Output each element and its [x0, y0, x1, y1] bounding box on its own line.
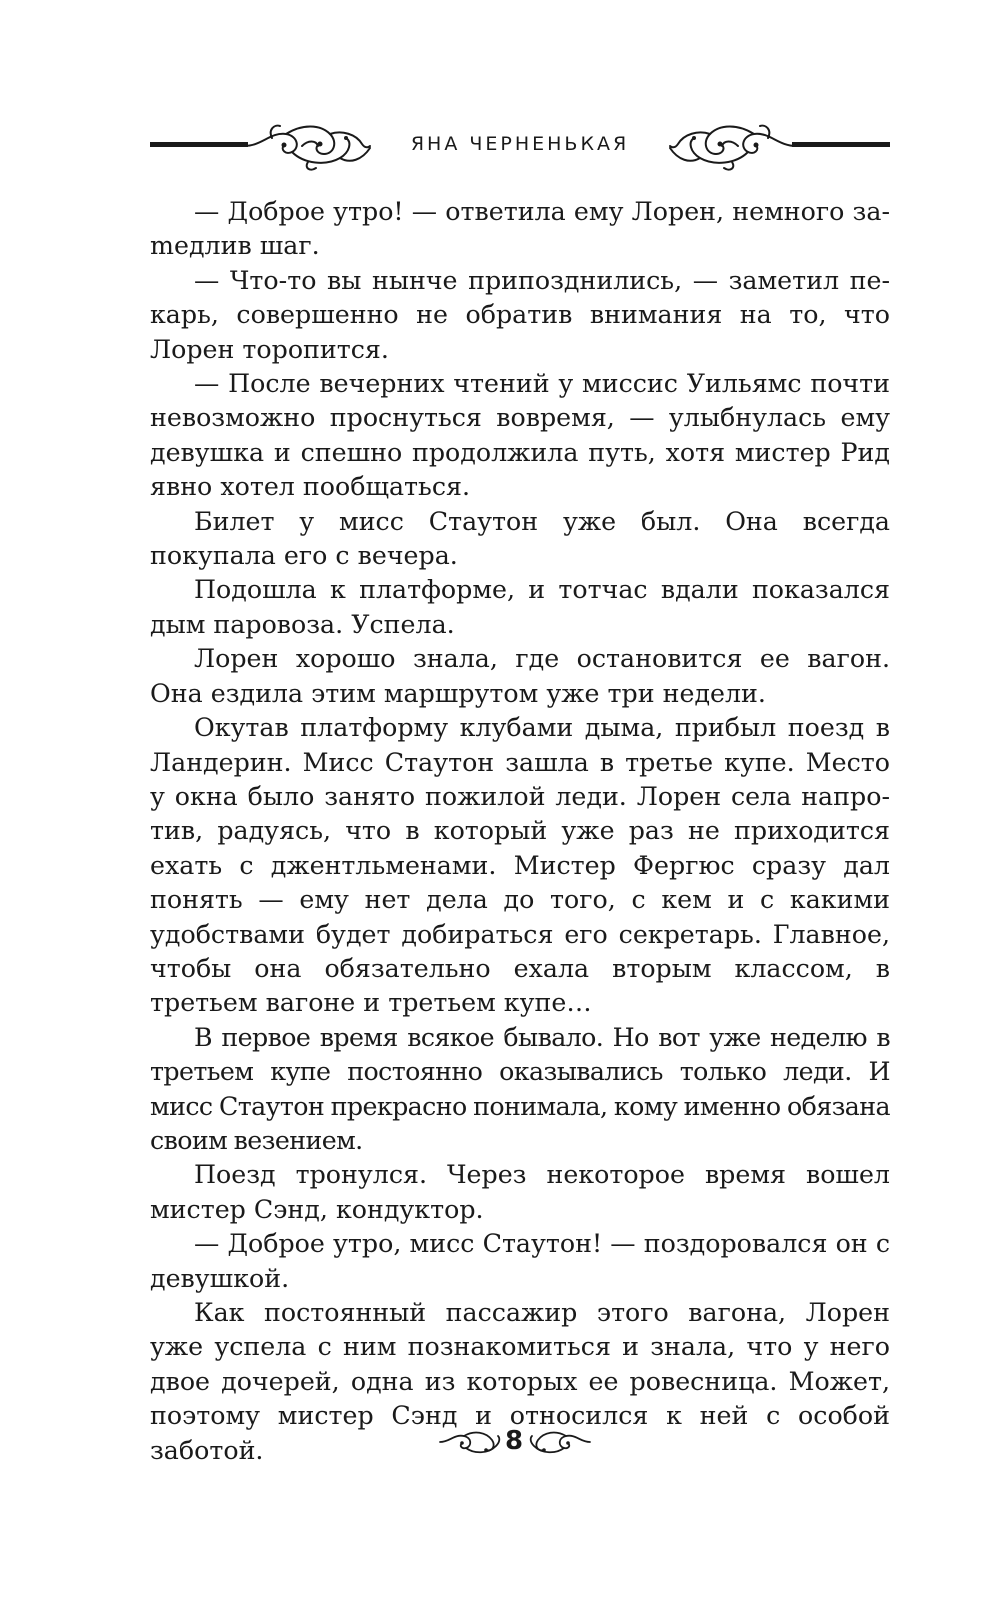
paragraph: Как постоянный пассажир этого вагона, Лорен уже успела с ним познакомиться и знала, что у него двое дочерей, одна из которых ее ровесница. Может, поэтому мистер Сэнд и относился к ней с особой заботой.	[150, 1298, 890, 1465]
paragraph: — Что-то вы нынче припозднились, — заметил пекарь, совершенно не обратив внимания на то, что Лорен торопится.	[150, 265, 890, 364]
flourish-ornament-icon	[242, 118, 372, 174]
paragraph: В первое время всякое бывало. Но вот уже неделю в третьем купе постоянно оказывались только леди. И мисс Стаутон прекрасно понимала, кому именно обязана своим везением.	[150, 1022, 890, 1155]
header-rule-left	[150, 142, 248, 147]
paragraph: — Доброе утро! — ответила ему Лорен, немного заmедлив шаг.	[150, 197, 890, 261]
paragraph: — После вечерних чтений у миссис Уильямс почти невозможно проснуться вовремя, — улыбнулась ему девушка и спешно продолжила путь, хотя мистер Рид явно хотел пообщаться.	[150, 369, 890, 502]
paragraph: Подошла к платформе, и тотчас вдали показался дым паровоза. Успела.	[150, 575, 890, 639]
page-number: 8	[504, 1426, 524, 1456]
flourish-ornament-icon	[528, 1428, 592, 1456]
paragraph: — Доброе утро, мисс Стаутон! — поздоровался он с девушкой.	[150, 1229, 890, 1293]
paragraph: Лорен хорошо знала, где остановится ее вагон. Она ездила этим маршрутом уже три недели.	[150, 644, 890, 708]
paragraph: Поезд тронулся. Через некоторое время вошел мистер Сэнд, кондуктор.	[150, 1160, 890, 1224]
running-title: ЯНА ЧЕРНЕНЬКАЯ	[410, 133, 630, 155]
paragraph: Окутав платформу клубами дыма, прибыл поезд в Ландерин. Мисс Стаутон зашла в третье купе. Место у окна было занято пожилой леди. Лорен села напротив, радуясь, что в который уже раз не приходится ехать с джентльменами. Мистер Фергюс сразу дал понять — ему нет дела до того, с кем и с какими удобствами будет добираться его секретарь. Главное, чтобы она обязательно ехала вторым классом, в третьем вагоне и третьем купе…	[150, 713, 890, 1018]
paragraph: Билет у мисс Стаутон уже был. Она всегда покупала его с вечера.	[150, 506, 890, 571]
flourish-ornament-icon	[668, 118, 798, 174]
body-text	[150, 195, 890, 1468]
header-rule-right	[792, 142, 890, 147]
page-footer	[0, 1422, 1000, 1462]
flourish-ornament-icon	[438, 1428, 502, 1456]
running-header	[150, 118, 890, 174]
